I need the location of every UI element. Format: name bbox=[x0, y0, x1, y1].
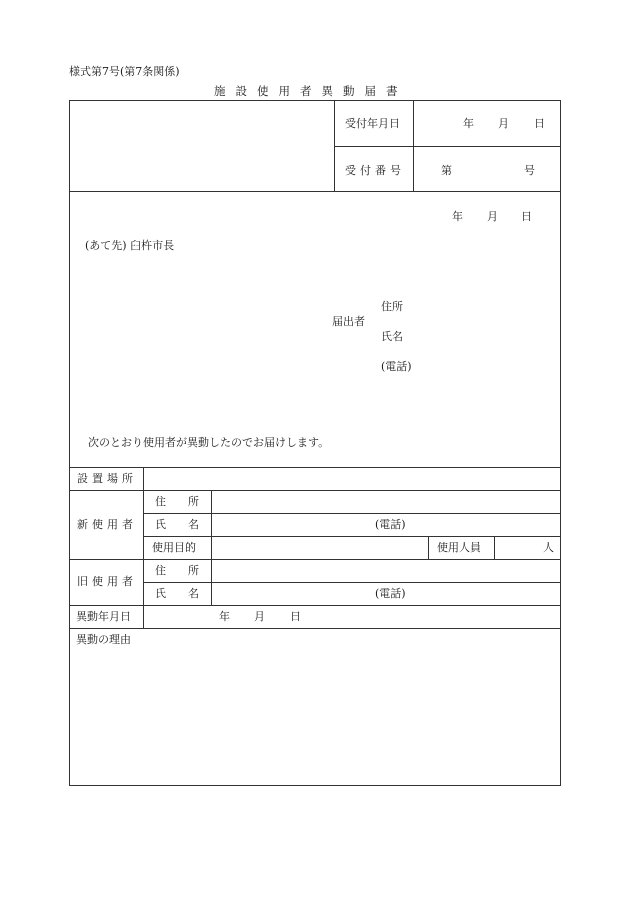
new-user-phone-label: (電話) bbox=[375, 518, 406, 531]
statement: 次のとおり使用者が異動したのでお届けします。 bbox=[88, 436, 330, 449]
col-line-count-left bbox=[428, 536, 429, 559]
new-user-purpose-label: 使用目的 bbox=[152, 541, 196, 554]
new-user-count-label: 使用人員 bbox=[437, 541, 481, 554]
row-line-new-address bbox=[143, 513, 561, 514]
addressee: (あて先) 臼杵市長 bbox=[85, 239, 175, 252]
receipt-month: 月 bbox=[498, 117, 509, 130]
row-line-new-name bbox=[143, 536, 561, 537]
old-user-name-label: 氏 名 bbox=[155, 587, 199, 600]
receipt-year: 年 bbox=[463, 117, 474, 130]
applicant-address-label: 住所 bbox=[381, 300, 403, 313]
change-date-month: 月 bbox=[254, 610, 265, 623]
receipt-day: 日 bbox=[534, 117, 545, 130]
applicant-name-label: 氏名 bbox=[381, 330, 403, 343]
location-label: 設置場所 bbox=[77, 472, 137, 485]
date-year: 年 bbox=[452, 210, 463, 223]
old-user-address-label: 住 所 bbox=[155, 564, 199, 577]
form-title: 施設使用者異動届書 bbox=[214, 84, 408, 98]
applicant-label: 届出者 bbox=[332, 315, 365, 328]
change-date-day: 日 bbox=[290, 610, 301, 623]
col-line-count-right bbox=[494, 536, 495, 559]
change-date-label: 異動年月日 bbox=[76, 610, 131, 623]
receipt-number-prefix: 第 bbox=[441, 164, 452, 177]
new-user-address-label: 住 所 bbox=[155, 495, 199, 508]
col-line-main bbox=[143, 467, 144, 628]
receipt-number-suffix: 号 bbox=[524, 164, 535, 177]
old-user-label: 旧使用者 bbox=[77, 575, 137, 588]
new-user-name-label: 氏 名 bbox=[155, 518, 199, 531]
new-user-count-unit: 人 bbox=[543, 541, 554, 554]
row-line-date-end bbox=[69, 628, 561, 629]
change-date-year: 年 bbox=[219, 610, 230, 623]
old-user-phone-label: (電話) bbox=[375, 587, 406, 600]
reason-label: 異動の理由 bbox=[76, 633, 131, 646]
applicant-phone-label: (電話) bbox=[381, 360, 412, 373]
main-section bbox=[69, 191, 561, 468]
col-line-sub bbox=[211, 490, 212, 605]
receipt-row-divider bbox=[334, 146, 561, 147]
date-month: 月 bbox=[487, 210, 498, 223]
receipt-date-label: 受付年月日 bbox=[345, 117, 400, 130]
form-number: 様式第7号(第7条関係) bbox=[69, 65, 180, 78]
date-day: 日 bbox=[521, 210, 532, 223]
receipt-number-label: 受付番号 bbox=[345, 164, 405, 177]
row-line-old-address bbox=[143, 582, 561, 583]
new-user-label: 新使用者 bbox=[77, 518, 137, 531]
